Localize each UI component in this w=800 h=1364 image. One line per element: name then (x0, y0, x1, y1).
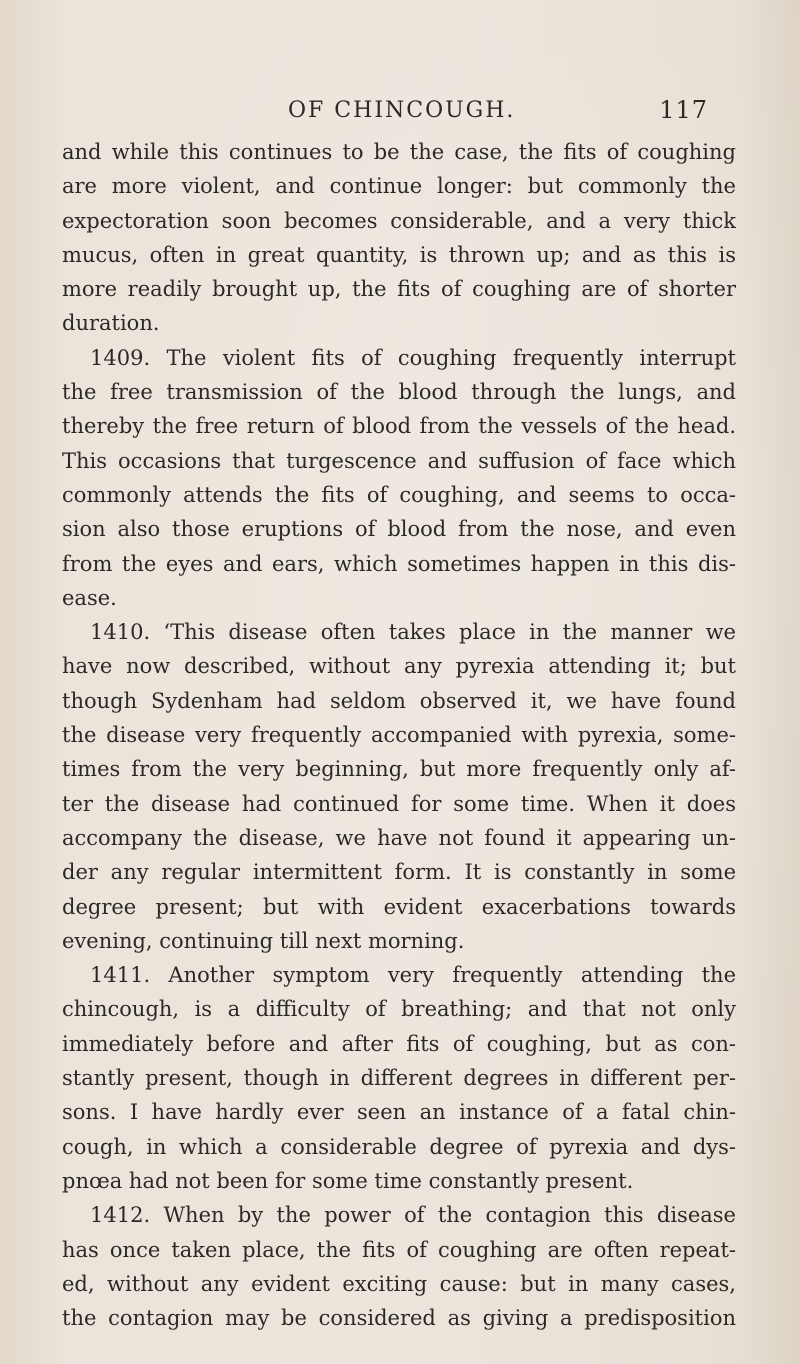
text-line: pnœa had not been for some time constantly present. (62, 1168, 634, 1193)
text-line: degree present; but with evident exacerbations towards (62, 894, 736, 919)
text-line: ed, without any evident exciting cause: but in many cases, (62, 1271, 736, 1296)
text-line: duration. (62, 311, 160, 336)
page-header (288, 98, 708, 132)
body-text (62, 135, 736, 1335)
text-line: der any regular intermittent form. It is constantly in some (62, 860, 736, 885)
text-line: ease. (62, 585, 117, 610)
paragraph-1411-start: 1411. Another symptom very frequently attending the (90, 963, 736, 988)
text-line: sons. I have hardly ever seen an instance of a fatal chin- (62, 1100, 736, 1125)
text-line: times from the very beginning, but more frequently only af- (62, 757, 736, 782)
paragraph-1412-start: 1412. When by the power of the contagion this disease (90, 1203, 736, 1228)
text-line: commonly attends the fits of coughing, and seems to occa- (62, 482, 736, 507)
text-line: are more violent, and continue longer: but commonly the (62, 174, 736, 199)
text-line: ter the disease had continued for some time. When it does (62, 791, 736, 816)
text-line: has once taken place, the fits of coughing are often repeat- (62, 1237, 736, 1262)
text-line: immediately before and after fits of coughing, but as con- (62, 1031, 736, 1056)
running-title: OF CHINCOUGH. (288, 98, 516, 123)
text-line: the contagion may be considered as giving a predisposition (62, 1306, 736, 1331)
text-line: mucus, often in great quantity, is thrown up; and as this is (62, 242, 736, 267)
paragraph-1410-start: 1410. ‘This disease often takes place in the manner we (90, 620, 736, 645)
text-line: more readily brought up, the fits of coughing are of shorter (62, 277, 736, 302)
text-line: have now described, without any pyrexia attending it; but (62, 654, 736, 679)
paragraph-1409-start: 1409. The violent fits of coughing frequently interrupt (90, 345, 736, 370)
text-line: This occasions that turgescence and suffusion of face which (62, 448, 736, 473)
text-line: and while this continues to be the case, the fits of coughing (62, 140, 736, 164)
text-line: from the eyes and ears, which sometimes happen in this dis- (62, 551, 736, 576)
page-number: 117 (659, 96, 708, 124)
text-line: the disease very frequently accompanied with pyrexia, some- (62, 723, 736, 748)
text-line: expectoration soon becomes considerable, and a very thick (62, 208, 736, 233)
text-line: thereby the free return of blood from the vessels of the head. (62, 414, 736, 439)
text-line: the free transmission of the blood through the lungs, and (62, 380, 736, 405)
text-line: chincough, is a difficulty of breathing; and that not only (62, 997, 736, 1022)
text-line: cough, in which a considerable degree of pyrexia and dys- (62, 1134, 736, 1159)
text-line: evening, continuing till next morning. (62, 928, 465, 953)
text-line: stantly present, though in different degrees in different per- (62, 1066, 736, 1091)
text-line: sion also those eruptions of blood from the nose, and even (62, 517, 736, 542)
text-line: though Sydenham had seldom observed it, we have found (62, 688, 736, 713)
text-line: accompany the disease, we have not found it appearing un- (62, 825, 736, 850)
